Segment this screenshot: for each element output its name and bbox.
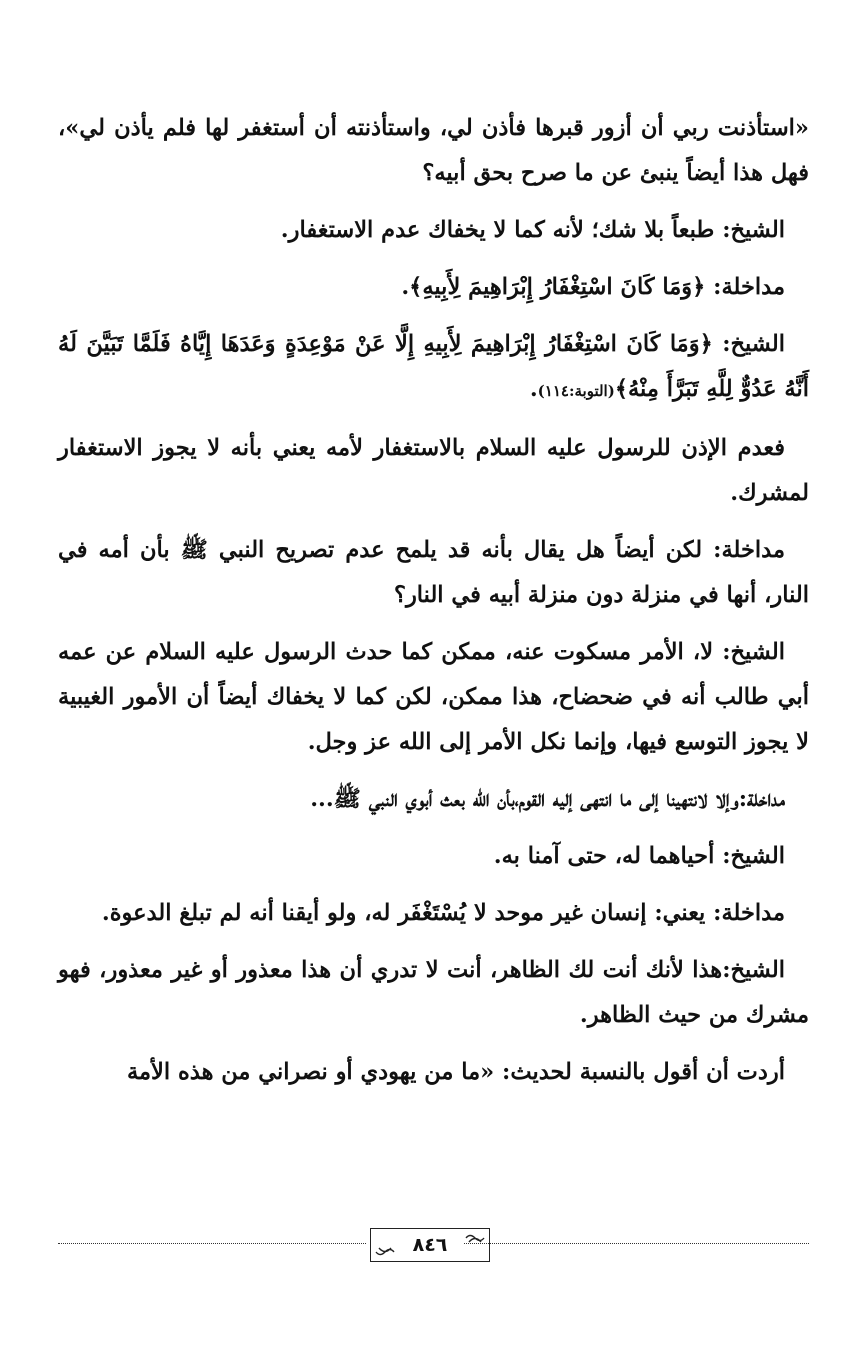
paragraph-text: فعدم الإذن للرسول عليه السلام بالاستغفار لأمه يعني بأنه لا يجوز الاستغفار لمشرك.: [58, 435, 809, 506]
speaker-label: الشيخ:: [722, 217, 785, 243]
ornament-icon: [465, 1232, 485, 1244]
page-footer: [58, 1228, 809, 1278]
paragraph-9: [58, 834, 809, 879]
speaker-label: الشيخ:: [722, 957, 785, 983]
paragraph-4: [58, 322, 809, 414]
page-number-frame: [370, 1228, 490, 1262]
speaker-label: الشيخ:: [722, 843, 785, 869]
paragraph-text: يعني: إنسان غير موحد لا يُسْتَغْفَر له، ولو أيقنا أنه لم تبلغ الدعوة.: [101, 900, 714, 926]
paragraph-5: [58, 426, 809, 516]
speaker-label: مداخلة:: [713, 900, 785, 926]
speaker-label: مداخلة:: [713, 537, 785, 563]
paragraph-1: [58, 106, 809, 196]
paragraph-2: [58, 208, 809, 253]
paragraph-text: أردت أن أقول بالنسبة لحديث: «ما من يهودي أو نصراني من هذه الأمة: [126, 1059, 785, 1085]
punctuation: .: [529, 376, 538, 402]
paragraph-text: أحياهما له، حتى آمنا به.: [493, 843, 723, 869]
paragraph-11: [58, 948, 809, 1038]
speaker-label: الشيخ:: [722, 331, 785, 357]
speaker-label: الشيخ:: [722, 639, 785, 665]
paragraph-text: هذا لأنك أنت لك الظاهر، أنت لا تدري أن هذا معذور أو غير معذور، فهو مشرك من حيث الظاهر.: [58, 957, 809, 1028]
speaker-label: مداخلة:: [738, 786, 785, 812]
paragraph-10: [58, 891, 809, 936]
speaker-label: مداخلة:: [713, 274, 785, 300]
ornament-icon: [375, 1246, 395, 1258]
quran-verse: ﴿وَمَا كَانَ اسْتِغْفَارُ إِبْرَاهِيمَ لِأَبِيهِ إِلَّا عَنْ مَوْعِدَةٍ وَعَدَهَا إِيَّاهُ فَلَمَّا تَبَيَّنَ لَهُ أَنَّهُ عَدُوٌّ لِلَّهِ تَبَرَّأَ مِنْهُ﴾: [58, 331, 809, 402]
paragraph-text: لا، الأمر مسكوت عنه، ممكن كما حدث الرسول عليه السلام عن عمه أبي طالب أنه في ضحضاح، هذا ممكن، لكن كما لا يخفاك أيضاً أن الأمور الغيبية لا يجوز التوسع فيها، وإنما نكل الأمر إلى الله عز وجل.: [58, 639, 809, 755]
paragraph-7: [58, 630, 809, 765]
quran-verse: ﴿وَمَا كَانَ اسْتِغْفَارُ إِبْرَاهِيمَ لِأَبِيهِ﴾.: [401, 274, 714, 300]
footer-rule-right: [464, 1243, 809, 1244]
paragraph-text: وإلا لانتهينا إلى ما انتهى إليه القوم،بأن الله بعث أبوي النبي ﷺ...: [310, 786, 739, 812]
paragraph-3: [58, 265, 809, 310]
paragraph-12: [58, 1050, 809, 1095]
paragraph-text: «استأذنت ربي أن أزور قبرها فأذن لي، واستأذنته أن أستغفر لها فلم يأذن لي»، فهل هذا أيضاً ينبئ عن ما صرح بحق أبيه؟: [58, 115, 809, 186]
verse-reference: (التوبة:١١٤): [537, 382, 615, 400]
paragraph-text: لكن أيضاً هل يقال بأنه قد يلمح عدم تصريح النبي ﷺ بأن أمه في النار، أنها في منزلة دون منزلة أبيه في النار؟: [58, 537, 809, 608]
page-body: [58, 106, 809, 1107]
paragraph-8: [58, 777, 809, 822]
paragraph-text: طبعاً بلا شك؛ لأنه كما لا يخفاك عدم الاستغفار.: [280, 217, 723, 243]
page-number: ٨٤٦: [412, 1234, 448, 1256]
paragraph-6: [58, 528, 809, 618]
footer-rule-left: [58, 1243, 366, 1244]
